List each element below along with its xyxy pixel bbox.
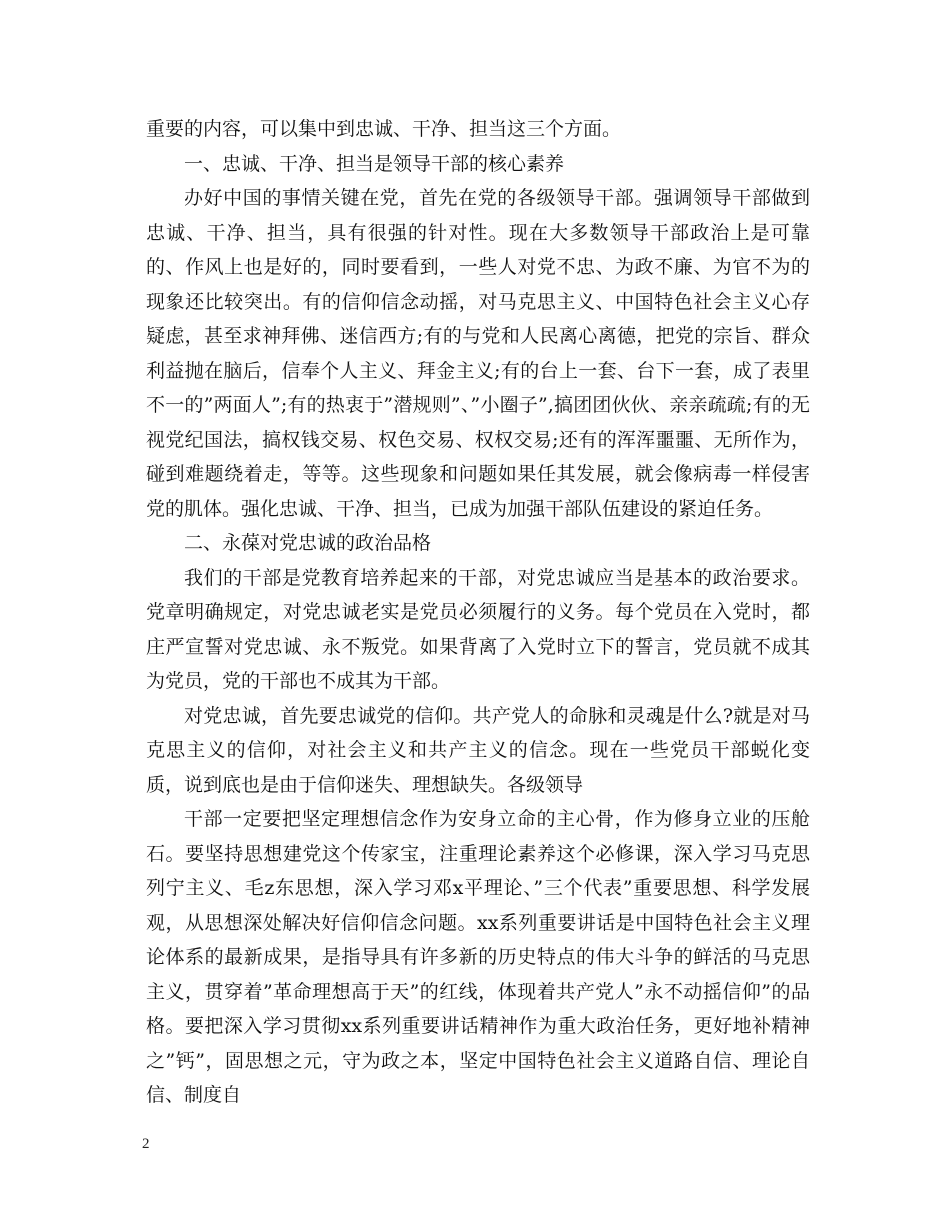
- paragraph-5: 干部一定要把坚定理想信念作为安身立命的主心骨，作为修身立业的压舱石。要坚持思想建党这个传家宝，注重理论素养这个必修课，深入学习马克思列宁主义、毛z东思想，深入学习邓x平理论、”三个代表”重要思想、科学发展观，从思想深处解决好信仰信念问题。xx系列重要讲话是中国特色社会主义理论体系的最新成果，是指导具有许多新的历史特点的伟大斗争的鲜活的马克思主义，贯穿着”革命理想高于天”的红线，体现着共产党人”永不动摇信仰”的品格。要把深入学习贯彻xx系列重要讲话精神作为重大政治任务，更好地补精神之”钙”，固思想之元，守为政之本，坚定中国特色社会主义道路自信、理论自信、制度自: [146, 808, 810, 1106]
- paragraph-1: 重要的内容，可以集中到忠诚、干净、担当这三个方面。: [146, 118, 622, 140]
- paragraph-3: 我们的干部是党教育培养起来的干部，对党忠诚应当是基本的政治要求。党章明确规定，对党忠诚老实是党员必须履行的义务。每个党员在入党时，都庄严宣誓对党忠诚、永不叛党。如果背离了入党时立下的誓言，党员就不成其为党员，党的干部也不成其为干部。: [146, 566, 810, 692]
- section-heading-1: 一、忠诚、干净、担当是领导干部的核心素养: [184, 152, 565, 175]
- paragraph-2: 办好中国的事情关键在党，首先在党的各级领导干部。强调领导干部做到忠诚、干净、担当，具有很强的针对性。现在大多数领导干部政治上是可靠的、作风上也是好的，同时要看到，一些人对党不忠、为政不廉、为官不为的现象还比较突出。有的信仰信念动摇，对马克思主义、中国特色社会主义心存疑虑，甚至求神拜佛、迷信西方;有的与党和人民离心离德，把党的宗旨、群众利益抛在脑后，信奉个人主义、拜金主义;有的台上一套、台下一套，成了表里不一的”两面人”;有的热衷于”潜规则”、”小圈子”,搞团团伙伙、亲亲疏疏;有的无视党纪国法，搞权钱交易、权色交易、权权交易;还有的浑浑噩噩、无所作为，碰到难题绕着走，等等。这些现象和问题如果任其发展，就会像病毒一样侵害党的肌体。强化忠诚、干净、担当，已成为加强干部队伍建设的紧迫任务。: [146, 187, 810, 520]
- paragraph-4: 对党忠诚，首先要忠诚党的信仰。共产党人的命脉和灵魂是什么?就是对马克思主义的信仰，对社会主义和共产主义的信念。现在一些党员干部蜕化变质，说到底也是由于信仰迷失、理想缺失。各级领导: [146, 704, 810, 796]
- page-number: 2: [142, 1136, 150, 1152]
- section-heading-2: 二、永葆对党忠诚的政治品格: [184, 532, 432, 554]
- document-body: [146, 112, 810, 1113]
